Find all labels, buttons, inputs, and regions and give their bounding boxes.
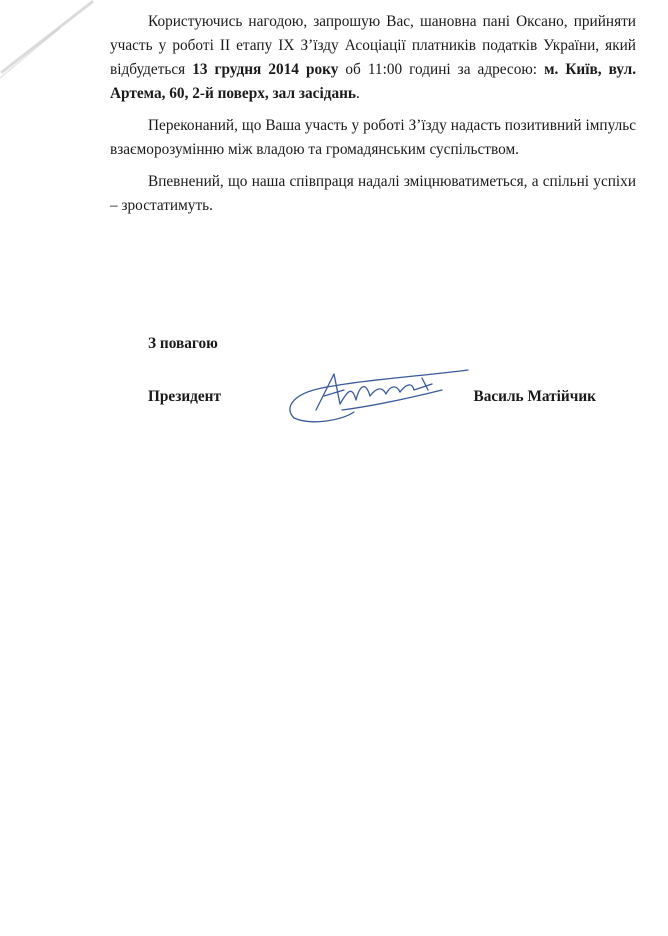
invitation-text-1: Користуючись нагодою, запрошую Вас, шановна пані Оксано, прийняти участь у роботі ІІ етапу ІХ З’їзду Асоціації платників податків України, який відбудеться bbox=[110, 13, 636, 78]
handwritten-signature bbox=[282, 360, 472, 432]
closing-phrase: З повагою bbox=[148, 335, 218, 352]
signatory-name: Василь Матійчик bbox=[473, 388, 596, 405]
signatory-title: Президент bbox=[148, 388, 222, 405]
conviction-text: Переконаний, що Ваша участь у роботі З’їзду надасть позитивний імпульс взаєморозумінню між владою та громадянським суспільством. bbox=[110, 117, 636, 158]
invitation-text-3: . bbox=[356, 85, 360, 102]
paragraph-invitation bbox=[110, 10, 636, 106]
paragraph-cooperation bbox=[110, 170, 636, 218]
scan-streak-mark bbox=[0, 0, 110, 80]
event-date: 13 грудня 2014 року bbox=[192, 61, 339, 78]
letter-body bbox=[110, 10, 636, 226]
event-address: м. Київ, вул. Артема, 60, 2-й поверх, зал засідань bbox=[110, 61, 637, 102]
paragraph-conviction bbox=[110, 114, 636, 162]
invitation-text-2: об 11:00 годині за адресою: bbox=[338, 61, 545, 78]
cooperation-text: Впевнений, що наша співпраця надалі зміцнюватиметься, а спільні успіхи – зростатимуть. bbox=[110, 173, 636, 214]
